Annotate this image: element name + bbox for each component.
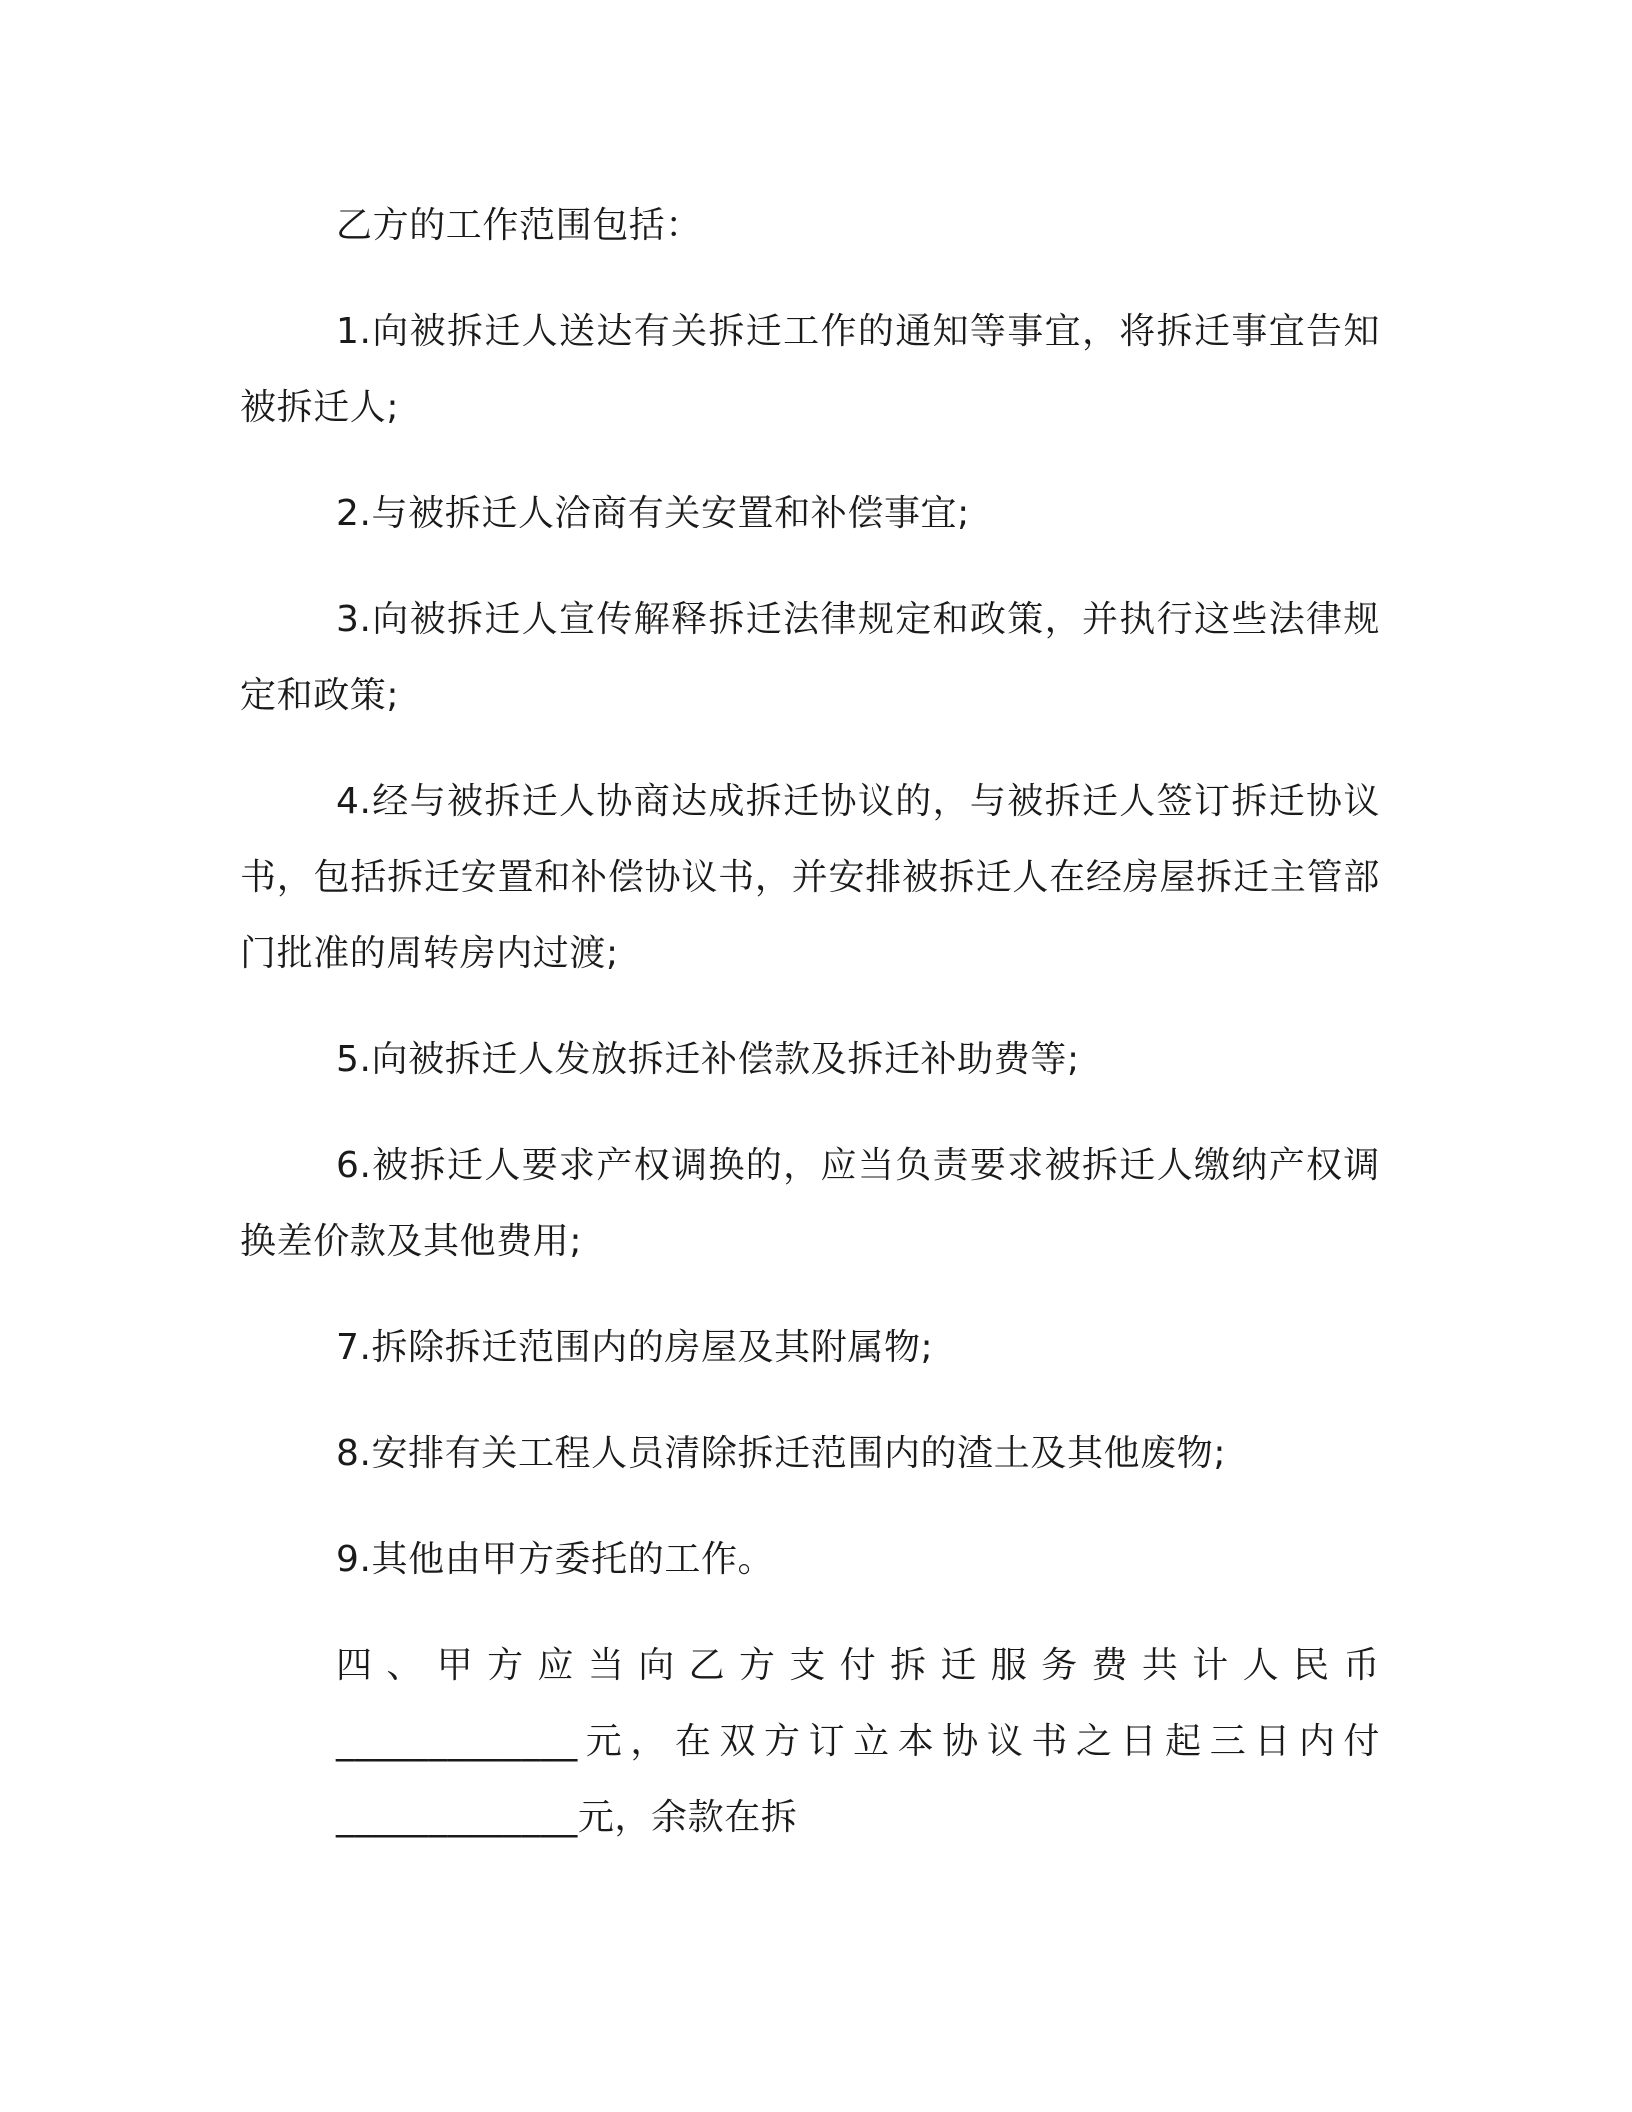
scope-item-7: 7.拆除拆迁范围内的房屋及其附属物; [336,1327,934,1368]
fee-clause [240,1628,1380,1856]
document-body [240,188,1380,1856]
scope-item-1: 1.向被拆迁人送达有关拆迁工作的通知等事宜，将拆迁事宜告知被拆迁人; [240,311,1380,428]
fee-clause-text-2: 元，在双方订立本协议书之日起三日内付 [577,1721,1380,1762]
scope-intro: 乙方的工作范围包括： [336,205,703,246]
scope-item-6: 6.被拆迁人要求产权调换的，应当负责要求被拆迁人缴纳产权调换差价款及其他费用; [240,1145,1380,1262]
scope-item-3: 3.向被拆迁人宣传解释拆迁法律规定和政策，并执行这些法律规定和政策; [240,599,1380,716]
scope-item-2: 2.与被拆迁人洽商有关安置和补偿事宜; [336,493,970,534]
scope-item-5: 5.向被拆迁人发放拆迁补偿款及拆迁补助费等; [336,1039,1080,1080]
fee-clause-text-3: 元，余款在拆 [577,1797,798,1838]
fee-advance-blank: _____________ [336,1797,578,1838]
scope-item-8: 8.安排有关工程人员清除拆迁范围内的渣土及其他废物; [336,1433,1227,1474]
fee-total-blank: _____________ [336,1721,578,1762]
scope-item-4: 4.经与被拆迁人协商达成拆迁协议的，与被拆迁人签订拆迁协议书，包括拆迁安置和补偿协议书，并安排被拆迁人在经房屋拆迁主管部门批准的周转房内过渡; [240,781,1380,974]
fee-clause-text-1: 四、甲方应当向乙方支付拆迁服务费共计人民币 [336,1645,1380,1686]
scope-item-9: 9.其他由甲方委托的工作。 [336,1539,775,1580]
